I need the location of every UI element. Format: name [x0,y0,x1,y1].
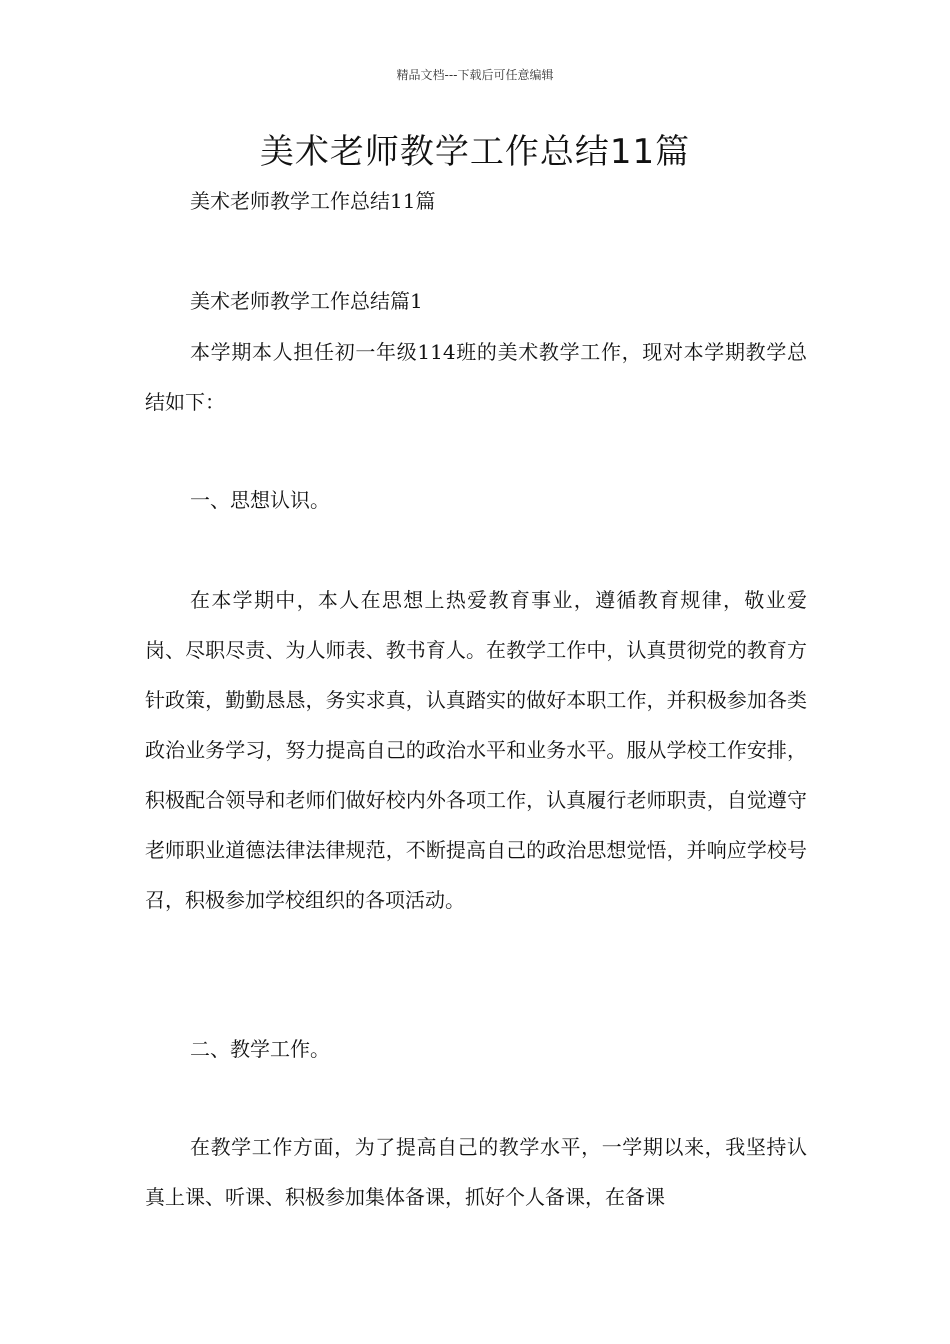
heading-thought: 一、思想认识。 [190,488,330,512]
paragraph-teaching: 在教学工作方面，为了提高自己的教学水平，一学期以来，我坚持认真上课、听课、积极参加集体备课，抓好个人备课，在备课 [145,1135,807,1209]
section-heading: 美术老师教学工作总结篇1 [190,289,423,313]
paragraph-thought: 在本学期中，本人在思想上热爱教育事业，遵循教育规律，敬业爱岗、尽职尽责、为人师表、教书育人。在教学工作中，认真贯彻党的教育方针政策，勤勤恳恳，务实求真，认真踏实的做好本职工作，并积极参加各类政治业务学习，努力提高自己的政治水平和业务水平。服从学校工作安排，积极配合领导和老师们做好校内外各项工作，认真履行老师职责，自觉遵守老师职业道德法律法律规范，不断提高自己的政治思想觉悟，并响应学校号召，积极参加学校组织的各项活动。 [145,588,807,912]
document-subtitle: 美术老师教学工作总结11篇 [190,189,436,213]
intro-paragraph: 本学期本人担任初一年级114班的美术教学工作，现对本学期教学总结如下： [145,340,807,414]
document-title: 美术老师教学工作总结11篇 [259,132,691,172]
heading-teaching: 二、教学工作。 [190,1037,330,1061]
header-note: 精品文档---下载后可任意编辑 [396,68,554,82]
